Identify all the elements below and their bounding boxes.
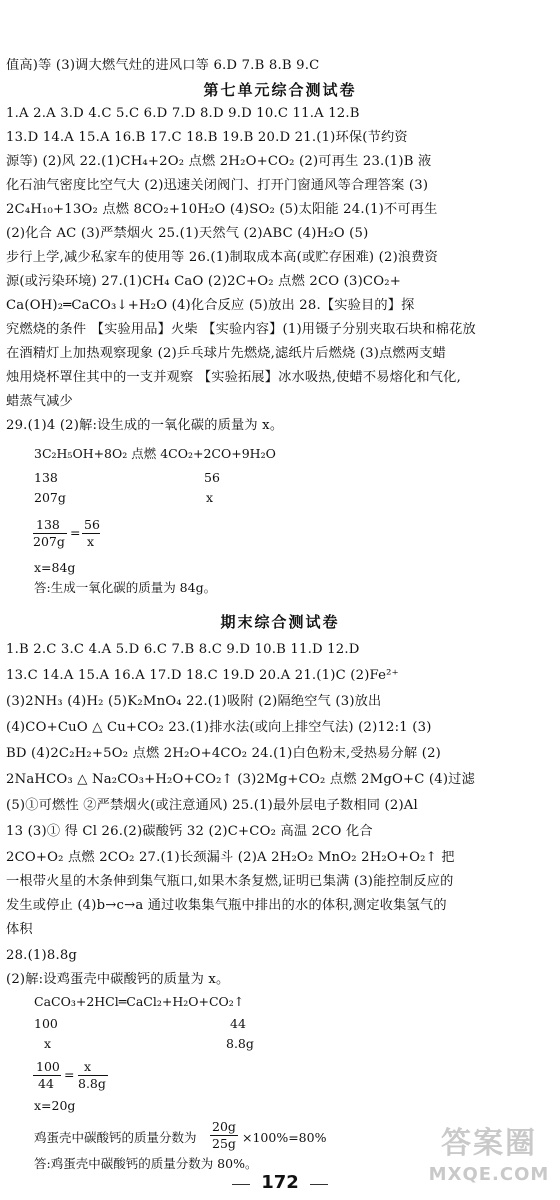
watermark-title: 答案圈: [441, 1126, 537, 1161]
watermark-logo: [424, 1124, 554, 1194]
unknown-mass: x: [206, 490, 214, 505]
molar-mass: 138: [34, 470, 58, 485]
text-line: 2C₄H₁₀+13O₂ 点燃 8CO₂+10H₂O (4)SO₂ (5)太阳能 24.(1)不可再生: [6, 202, 438, 217]
fraction-denominator: 207g: [33, 534, 65, 549]
text-line: 1.A 2.A 3.D 4.C 5.C 6.D 7.D 8.D 9.D 10.C 11.A 12.B: [6, 106, 360, 121]
text-line: Ca(OH)₂═CaCO₃↓+H₂O (4)化合反应 (5)放出 28.【实验目的】探: [6, 298, 415, 313]
text-line: (2)解:设鸡蛋壳中碳酸钙的质量为 x。: [6, 972, 230, 987]
fraction-numerator: x: [84, 1059, 92, 1074]
text-line: (5)①可燃性 ②严禁烟火(或注意通风) 25.(1)最外层电子数相同 (2)Al: [6, 798, 418, 813]
watermark-url: MXQE.COM: [428, 1164, 550, 1185]
fraction-denominator: 44: [38, 1076, 54, 1091]
text-line: 步行上学,减少私家车的使用等 26.(1)制取成本高(或贮存困难) (2)浪费资: [6, 250, 439, 265]
fraction-denominator: x: [87, 534, 95, 549]
molar-mass: 56: [204, 470, 220, 485]
text-line: 源等) (2)风 22.(1)CH₄+2O₂ 点燃 2H₂O+CO₂ (2)可再生 23.(1)B 液: [6, 154, 432, 169]
fraction-denominator: 25g: [212, 1136, 236, 1151]
fraction-denominator: 8.8g: [78, 1076, 106, 1091]
text-line: 烛用烧杯罩住其中的一支并观察 【实验拓展】冰水吸热,使蜡不易熔化和气化,: [6, 370, 461, 385]
percent-label: 鸡蛋壳中碳酸钙的质量分数为: [34, 1130, 197, 1145]
fraction-numerator: 100: [36, 1059, 60, 1074]
fraction-numerator: 20g: [212, 1119, 236, 1134]
page-number: 172: [261, 1172, 299, 1193]
percent-result: ×100%=80%: [242, 1130, 327, 1145]
section-title-final-exam: 期末综合测试卷: [220, 613, 340, 631]
text-line: 蜡蒸气减少: [6, 394, 73, 409]
text-line: 28.(1)8.8g: [6, 948, 78, 963]
text-line: 发生或停止 (4)b→c→a 通过收集集气瓶中排出的水的体积,测定收集氢气的: [6, 898, 447, 913]
text-line: 在酒精灯上加热观察现象 (2)乒乓球片先燃烧,滤纸片后燃烧 (3)点燃两支蜡: [6, 346, 446, 361]
unknown-mass: x: [44, 1036, 52, 1051]
text-line: 2CO+O₂ 点燃 2CO₂ 27.(1)长颈漏斗 (2)A 2H₂O₂ MnO₂ 2H₂O+O₂↑ 把: [6, 850, 455, 865]
page-number-dash: [310, 1184, 328, 1185]
molar-mass: 100: [34, 1016, 58, 1031]
text-line: 2NaHCO₃ △ Na₂CO₃+H₂O+CO₂↑ (3)2Mg+CO₂ 点燃 2MgO+C (4)过滤: [6, 772, 475, 787]
chemical-equation: CaCO₃+2HCl═CaCl₂+H₂O+CO₂↑: [34, 994, 245, 1009]
fraction-numerator: 56: [84, 517, 100, 532]
given-mass: 207g: [34, 490, 66, 505]
text-line: 源(或污染环境) 27.(1)CH₄ CaO (2)2C+O₂ 点燃 2CO (3)CO₂+: [6, 274, 401, 289]
molar-mass: 44: [230, 1016, 246, 1031]
result: x=20g: [34, 1098, 76, 1113]
section-title-unit-seven: 第七单元综合测试卷: [203, 81, 357, 99]
text-line: 29.(1)4 (2)解:设生成的一氧化碳的质量为 x。: [6, 418, 284, 433]
given-mass: 8.8g: [226, 1036, 254, 1051]
text-line: BD (4)2C₂H₂+5O₂ 点燃 2H₂O+4CO₂ 24.(1)白色粉末,受热易分解 (2): [6, 746, 441, 761]
text-line: 究燃烧的条件 【实验用品】火柴 【实验内容】(1)用镊子分别夹取石块和棉花放: [6, 322, 476, 337]
text-line: (4)CO+CuO △ Cu+CO₂ 23.(1)排水法(或向上排空气法) (2)12:1 (3): [6, 720, 432, 735]
text-line: 体积: [6, 922, 33, 937]
answer-sentence: 答:生成一氧化碳的质量为 84g。: [34, 580, 217, 595]
fraction-numerator: 138: [36, 517, 60, 532]
text-line: 一根带火星的木条伸到集气瓶口,如果木条复燃,证明已集满 (3)能控制反应的: [6, 874, 454, 889]
text-line: (3)2NH₃ (4)H₂ (5)K₂MnO₄ 22.(1)吸附 (2)隔绝空气 (3)放出: [6, 694, 382, 709]
text-line: 13 (3)① 得 Cl 26.(2)碳酸钙 32 (2)C+CO₂ 高温 2CO 化合: [6, 824, 373, 839]
text-line: 值高)等 (3)调大燃气灶的进风口等 6.D 7.B 8.B 9.C: [6, 58, 320, 73]
equals-sign: =: [70, 525, 81, 540]
text-line: (2)化合 AC (3)严禁烟火 25.(1)天然气 (2)ABC (4)H₂O (5): [6, 226, 369, 241]
result: x=84g: [34, 560, 76, 575]
text-line: 化石油气密度比空气大 (2)迅速关闭阀门、打开门窗通风等合理答案 (3): [6, 178, 429, 193]
answer-sentence: 答:鸡蛋壳中碳酸钙的质量分数为 80%。: [34, 1156, 258, 1171]
equals-sign: =: [64, 1067, 75, 1082]
text-line: 1.B 2.C 3.C 4.A 5.D 6.C 7.B 8.C 9.D 10.B 11.D 12.D: [6, 642, 360, 657]
text-line: 13.D 14.A 15.A 16.B 17.C 18.B 19.B 20.D 21.(1)环保(节约资: [6, 130, 408, 145]
text-line: 13.C 14.A 15.A 16.A 17.D 18.C 19.D 20.A 21.(1)C (2)Fe²⁺: [6, 668, 399, 683]
chemical-equation: 3C₂H₅OH+8O₂ 点燃 4CO₂+2CO+9H₂O: [34, 446, 276, 461]
